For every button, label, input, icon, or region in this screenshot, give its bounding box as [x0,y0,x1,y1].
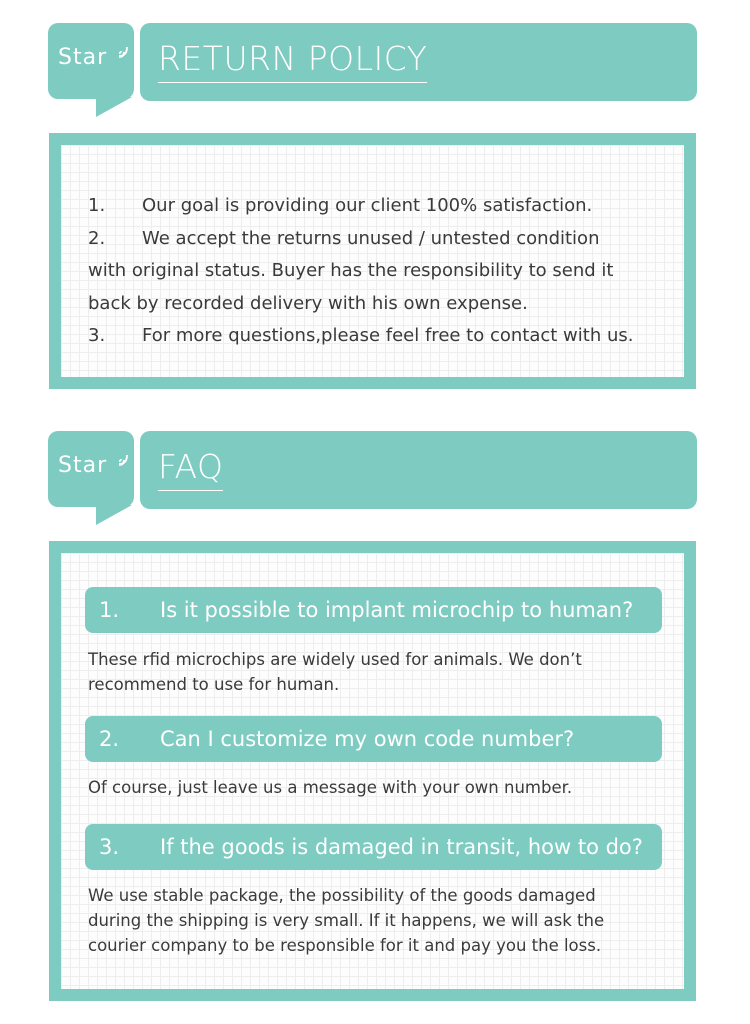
return-policy-panel [49,133,696,389]
star-logo-text: Star [58,45,108,70]
star-logo-bubble [48,23,134,99]
faq-answer-1: These rfid microchips are widely used for animals. We don’t recommend to use for human. [88,650,582,694]
policy-line-3: 3. For more questions,please feel free to contact with us. [88,325,634,346]
policy-line-2: 2. We accept the returns unused / untested condition [88,228,600,249]
faq-question-2[interactable]: 2. Can I customize my own code number? [85,716,662,762]
wifi-signal-icon [118,453,130,467]
policy-line-2-cont2: back by recorded delivery with his own expense. [88,293,528,314]
faq-answer-3: We use stable package, the possibility of the goods damaged during the shipping is very small. If it happens, we will ask the courier company to be responsible for it and pay you the loss. [88,886,605,955]
faq-question-3[interactable]: 3. If the goods is damaged in transit, how to do? [85,824,662,870]
return-policy-title: RETURN POLICY [158,39,427,83]
speech-tail [96,505,132,525]
return-policy-header [140,23,697,101]
wifi-signal-icon [118,45,130,59]
policy-line-2-cont: with original status. Buyer has the responsibility to send it [88,260,614,281]
star-logo-bubble [48,431,134,507]
faq-header [140,431,697,509]
star-logo-text: Star [58,453,108,478]
speech-tail [96,97,132,117]
faq-title: FAQ [158,447,223,491]
faq-panel [49,541,696,1001]
policy-line-1: 1. Our goal is providing our client 100% satisfaction. [88,195,593,216]
faq-question-1[interactable]: 1. Is it possible to implant microchip to human? [85,587,662,633]
faq-answer-2: Of course, just leave us a message with your own number. [88,778,573,797]
